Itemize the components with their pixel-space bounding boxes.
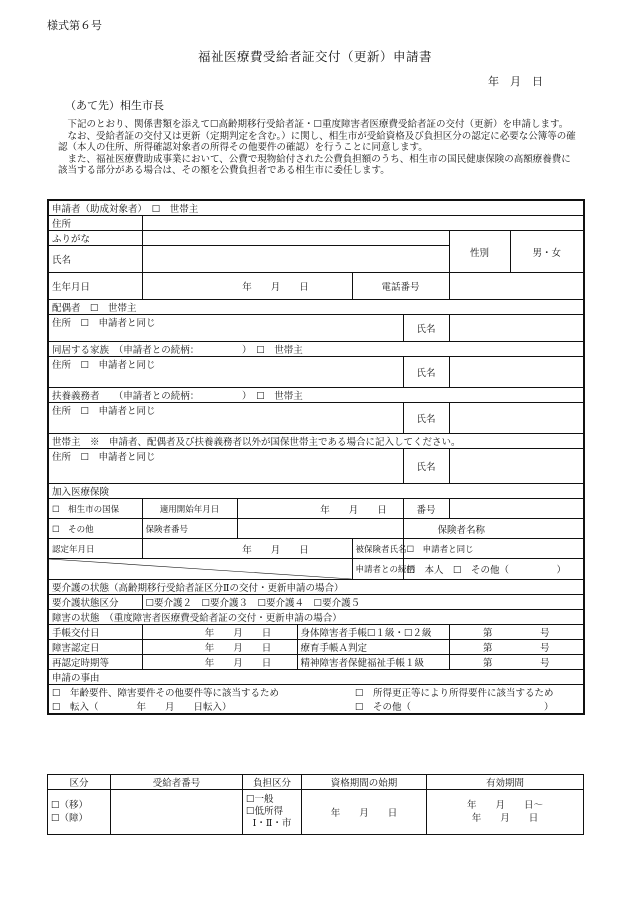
disability-header: 障害の状態 （重度障害者医療費受給者証の交付・更新申請の場合）	[48, 610, 584, 625]
insurer-number-field[interactable]	[237, 519, 403, 539]
office-kubun-cell[interactable]	[48, 790, 111, 835]
office-burden-general[interactable]: ☐一般	[246, 794, 274, 805]
care-level-field[interactable]: ☐要介護２ ☐要介護３ ☐要介護４ ☐要介護５	[142, 595, 584, 610]
office-burden-cell[interactable]	[243, 790, 302, 835]
other-insurance-checkbox[interactable]: ☐ その他	[48, 519, 142, 539]
cohabit-name-label: 氏名	[403, 357, 449, 388]
office-kubun-disability[interactable]: ☐（障）	[51, 813, 89, 824]
diagonal-blank-cell	[48, 559, 352, 580]
reason-other-checkbox[interactable]: ☐ その他（ ）	[355, 702, 554, 713]
applicant-name-label: 氏名	[48, 246, 142, 273]
applicant-address-field[interactable]	[142, 216, 584, 231]
applicant-header[interactable]: 申請者（助成対象者） ☐ 世帯主	[48, 200, 584, 216]
intro-text	[58, 119, 580, 177]
support-name-field[interactable]	[449, 403, 584, 434]
office-start-header: 資格期間の始期	[302, 775, 427, 790]
cert-date-field[interactable]: 年 月 日	[142, 539, 352, 559]
disability-row-number[interactable]: 第 号	[449, 655, 584, 670]
office-burden-header: 負担区分	[243, 775, 302, 790]
insurer-name-label: 保険者名称	[403, 519, 584, 539]
spouse-header[interactable]: 配偶者 ☐ 世帯主	[48, 300, 584, 315]
office-valid-header: 有効期間	[427, 775, 584, 790]
care-header: 要介護の状態（高齢期移行受給者証区分Ⅱの交付・更新申請の場合）	[48, 580, 584, 595]
phone-field[interactable]	[449, 273, 584, 300]
reason-income-checkbox[interactable]: ☐ 所得更正等により所得要件に該当するため	[355, 688, 554, 699]
application-table	[47, 199, 585, 715]
office-kubun-transition[interactable]: ☐（移）	[51, 800, 89, 811]
number-label: 番号	[403, 499, 449, 519]
relation-label: 申請者との続柄	[352, 559, 403, 580]
reason-age-checkbox[interactable]: ☐ 年齢要件、障害要件その他要件等に該当するため	[52, 688, 280, 699]
office-start-field[interactable]: 年 月 日	[302, 790, 427, 835]
number-field[interactable]	[449, 499, 584, 519]
spouse-name-field[interactable]	[449, 315, 584, 342]
intro-paragraph-2: なお、受給者証の交付又は更新（定期判定を含む。）に関し、相生市が受給資格及び負担区分の認定に必要な公簿等の確認（本人の住所、所得確認対象者の所得その他要件の確認）を行うことに同意します。	[58, 130, 576, 153]
householder-header[interactable]: 世帯主 ※ 申請者、配偶者及び扶養義務者以外が国保世帯主である場合に記入してください。	[48, 434, 584, 449]
householder-address-field[interactable]: 住所 ☐ 申請者と同じ	[48, 449, 403, 484]
spouse-address-field[interactable]: 住所 ☐ 申請者と同じ	[48, 315, 403, 342]
addressee: （あて先）相生市長	[65, 99, 164, 112]
gender-field[interactable]: 男・女	[510, 231, 584, 273]
cert-date-label: 認定年月日	[48, 539, 142, 559]
applicant-name-field[interactable]	[142, 246, 449, 273]
office-valid-to[interactable]: 年 月 日	[471, 813, 539, 824]
gender-label: 性別	[449, 231, 510, 273]
office-use-table	[47, 774, 584, 835]
support-header[interactable]: 扶養義務者 （申請者との続柄： ） ☐ 世帯主	[48, 388, 584, 403]
disability-row-number[interactable]: 第 号	[449, 640, 584, 655]
care-level-label: 要介護状態区分	[48, 595, 142, 610]
insured-name-label: 被保険者氏名	[352, 539, 403, 559]
application-date[interactable]: 年 月 日	[488, 75, 543, 88]
office-valid-cell[interactable]	[427, 790, 584, 835]
cohabit-header[interactable]: 同居する家族 （申請者との続柄： ） ☐ 世帯主	[48, 342, 584, 357]
office-valid-from[interactable]: 年 月 日～	[466, 800, 543, 811]
start-date-field[interactable]: 年 月 日	[237, 499, 403, 519]
office-kubun-header: 区分	[48, 775, 111, 790]
insurance-header: 加入医療保険	[48, 484, 584, 499]
cohabit-address-field[interactable]: 住所 ☐ 申請者と同じ	[48, 357, 403, 388]
office-recipient-no-header: 受給者番号	[111, 775, 243, 790]
support-address-field[interactable]: 住所 ☐ 申請者と同じ	[48, 403, 403, 434]
householder-name-field[interactable]	[449, 449, 584, 484]
start-date-label: 適用開始年月日	[142, 499, 237, 519]
disability-row-number[interactable]: 第 号	[449, 625, 584, 640]
support-name-label: 氏名	[403, 403, 449, 434]
birth-label: 生年月日	[48, 273, 142, 300]
disability-row-cert[interactable]: 精神障害者保健福祉手帳１級	[297, 655, 449, 670]
intro-paragraph-3: また、福祉医療費助成事業において、公費で現物給付された公費負担額のうち、相生市の国民健康保険の高額療養費に該当する部分がある場合は、その額を公費負担者である相生市に委任します。	[58, 153, 571, 176]
kokuho-checkbox[interactable]: ☐ 相生市の国保	[48, 499, 142, 519]
office-burden-low[interactable]: ☐低所得	[246, 806, 284, 817]
spouse-name-label: 氏名	[403, 315, 449, 342]
relation-field[interactable]: ☐ 本人 ☐ その他（ ）	[403, 559, 584, 580]
office-recipient-no-field[interactable]	[111, 790, 243, 835]
disability-row-label: 障害認定日	[48, 640, 142, 655]
phone-label: 電話番号	[352, 273, 449, 300]
page-title: 福祉医療費受給者証交付（更新）申請書	[197, 49, 432, 64]
insured-name-field[interactable]: ☐ 申請者と同じ	[403, 539, 584, 559]
applicant-address-label: 住所	[48, 216, 142, 231]
disability-row-date[interactable]: 年 月 日	[142, 655, 297, 670]
furigana-label: ふりがな	[48, 231, 142, 246]
disability-row-label: 再認定時期等	[48, 655, 142, 670]
disability-row-date[interactable]: 年 月 日	[142, 640, 297, 655]
form-number: 様式第６号	[47, 19, 102, 32]
cohabit-name-field[interactable]	[449, 357, 584, 388]
intro-paragraph-1: 下記のとおり、関係書類を添えて☐高齢期移行受給者証・☐重度障害者医療費受給者証の交付（更新）を申請します。	[67, 119, 569, 130]
birth-field[interactable]: 年 月 日	[142, 273, 352, 300]
insurer-number-label: 保険者番号	[142, 519, 237, 539]
disability-row-date[interactable]: 年 月 日	[142, 625, 297, 640]
furigana-field[interactable]	[142, 231, 449, 246]
disability-row-cert[interactable]: 身体障害者手帳☐１級・☐２級	[297, 625, 449, 640]
disability-row-cert[interactable]: 療育手帳Ａ判定	[297, 640, 449, 655]
householder-name-label: 氏名	[403, 449, 449, 484]
reason-header: 申請の事由	[48, 670, 584, 685]
reason-move-checkbox[interactable]: ☐ 転入（ 年 月 日転入）	[52, 702, 232, 713]
disability-row-label: 手帳交付日	[48, 625, 142, 640]
office-burden-levels: Ⅰ・Ⅱ・市	[252, 818, 292, 829]
